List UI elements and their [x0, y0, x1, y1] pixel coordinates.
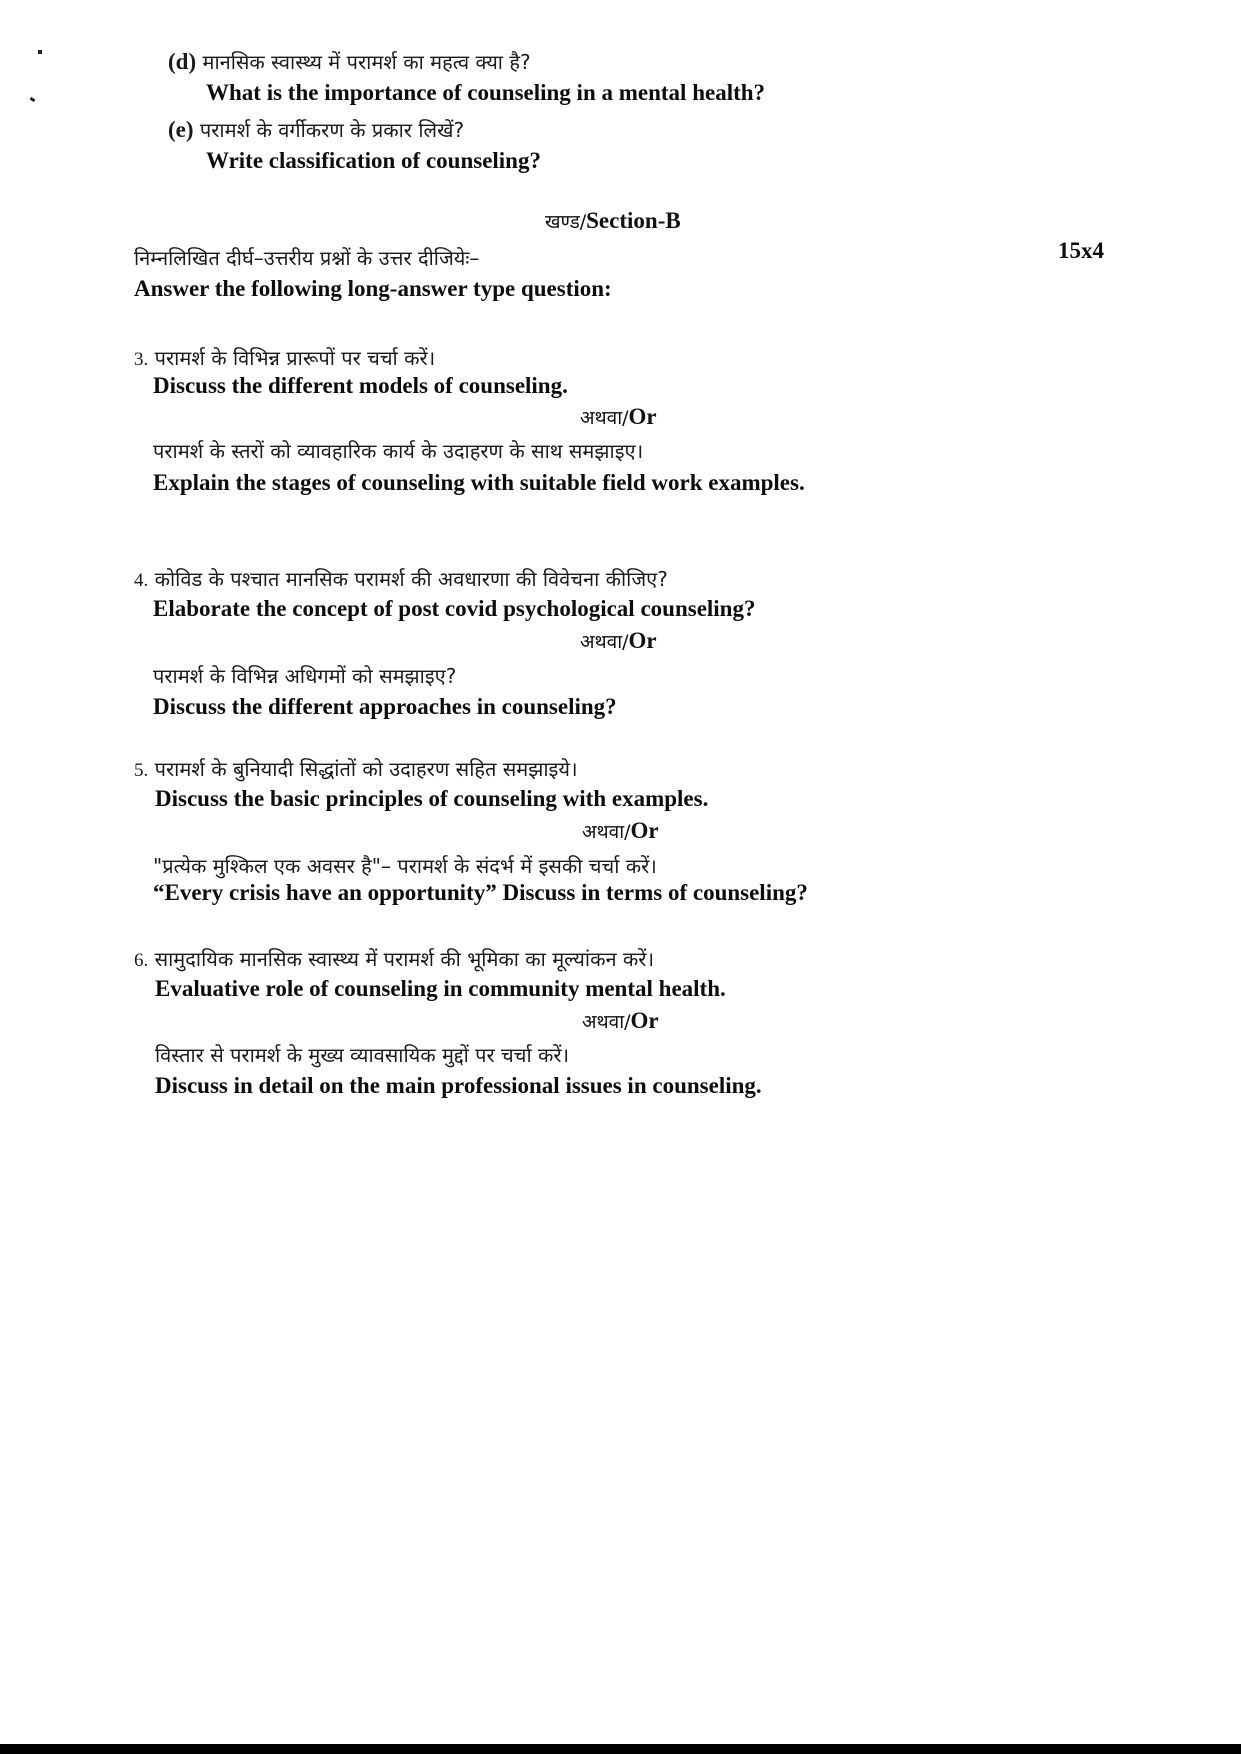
question-6-hindi-text: सामुदायिक मानसिक स्वास्थ्य में परामर्श की भूमिका का मूल्यांकन करें। [154, 947, 655, 971]
or-label-hindi: अथवा/ [580, 407, 629, 429]
question-5-hindi [134, 755, 578, 782]
question-3-english: Discuss the different models of counseling. [153, 373, 568, 398]
question-4-number: 4. [134, 570, 149, 591]
or-label-hindi: अथवा/ [582, 821, 631, 843]
or-label-hindi: अथवा/ [580, 631, 629, 653]
question-4-hindi [134, 565, 668, 592]
question-3-or-label [580, 404, 657, 430]
question-4-or-label [580, 628, 657, 654]
question-4-alt-english: Discuss the different approaches in counseling? [153, 694, 617, 719]
or-label-english: Or [628, 404, 657, 429]
or-label-english: Or [630, 1008, 659, 1033]
section-b-instruction-english: Answer the following long-answer type question: [134, 276, 612, 301]
scan-bottom-border [0, 1744, 1241, 1754]
question-5-or-label [582, 818, 659, 844]
or-label-hindi: अथवा/ [582, 1011, 631, 1033]
question-6-or-label [582, 1008, 659, 1034]
question-3-alt-english: Explain the stages of counseling with suitable field work examples. [153, 470, 805, 495]
question-6-english: Evaluative role of counseling in community mental health. [155, 976, 726, 1001]
question-5-number: 5. [134, 760, 149, 781]
question-e-hindi [168, 116, 464, 143]
question-d-label: (d) [168, 49, 197, 74]
question-6-number: 6. [134, 950, 149, 971]
section-b-heading-hindi: खण्ड/ [545, 211, 587, 233]
question-5-alt-english: “Every crisis have an opportunity” Discuss in terms of counseling? [153, 880, 808, 905]
question-d-english: What is the importance of counseling in a mental health? [206, 80, 766, 105]
question-5-english: Discuss the basic principles of counseling with examples. [155, 786, 709, 811]
or-label-english: Or [630, 818, 659, 843]
question-e-english: Write classification of counseling? [206, 148, 541, 173]
question-6-hindi [134, 945, 654, 972]
section-b-instruction-hindi: निम्नलिखित दीर्घ–उत्तरीय प्रश्नों के उत्तर दीजियेः– [134, 246, 480, 270]
question-3-number: 3. [134, 349, 149, 370]
question-5-alt-hindi: "प्रत्येक मुश्किल एक अवसर है"– परामर्श के संदर्भ में इसकी चर्चा करें। [153, 854, 657, 878]
or-label-english: Or [628, 628, 657, 653]
question-3-hindi-text: परामर्श के विभिन्न प्रारूपों पर चर्चा करें। [154, 346, 436, 370]
section-b-heading-english: Section-B [586, 208, 681, 233]
scan-speck [30, 97, 36, 102]
question-6-alt-english: Discuss in detail on the main professional issues in counseling. [155, 1073, 762, 1098]
question-3-alt-hindi: परामर्श के स्तरों को व्यावहारिक कार्य के उदाहरण के साथ समझाइए। [153, 439, 644, 463]
question-6-alt-hindi: विस्तार से परामर्श के मुख्य व्यावसायिक मुद्दों पर चर्चा करें। [155, 1043, 570, 1067]
section-b-marks: 15x4 [1058, 238, 1104, 263]
section-b-heading [545, 208, 681, 234]
question-4-alt-hindi: परामर्श के विभिन्न अधिगमों को समझाइए? [153, 664, 457, 688]
question-d-hindi-text: मानसिक स्वास्थ्य में परामर्श का महत्व क्या है? [202, 50, 531, 74]
question-e-label: (e) [168, 117, 194, 142]
question-d-hindi [168, 48, 531, 75]
question-5-hindi-text: परामर्श के बुनियादी सिद्धांतों को उदाहरण सहित समझाइये। [154, 757, 578, 781]
question-4-english: Elaborate the concept of post covid psychological counseling? [153, 596, 756, 621]
question-e-hindi-text: परामर्श के वर्गीकरण के प्रकार लिखें? [199, 118, 465, 142]
scan-speck [38, 50, 42, 54]
question-4-hindi-text: कोविड के पश्चात मानसिक परामर्श की अवधारणा की विवेचना कीजिए? [154, 567, 668, 591]
question-3-hindi [134, 344, 435, 371]
